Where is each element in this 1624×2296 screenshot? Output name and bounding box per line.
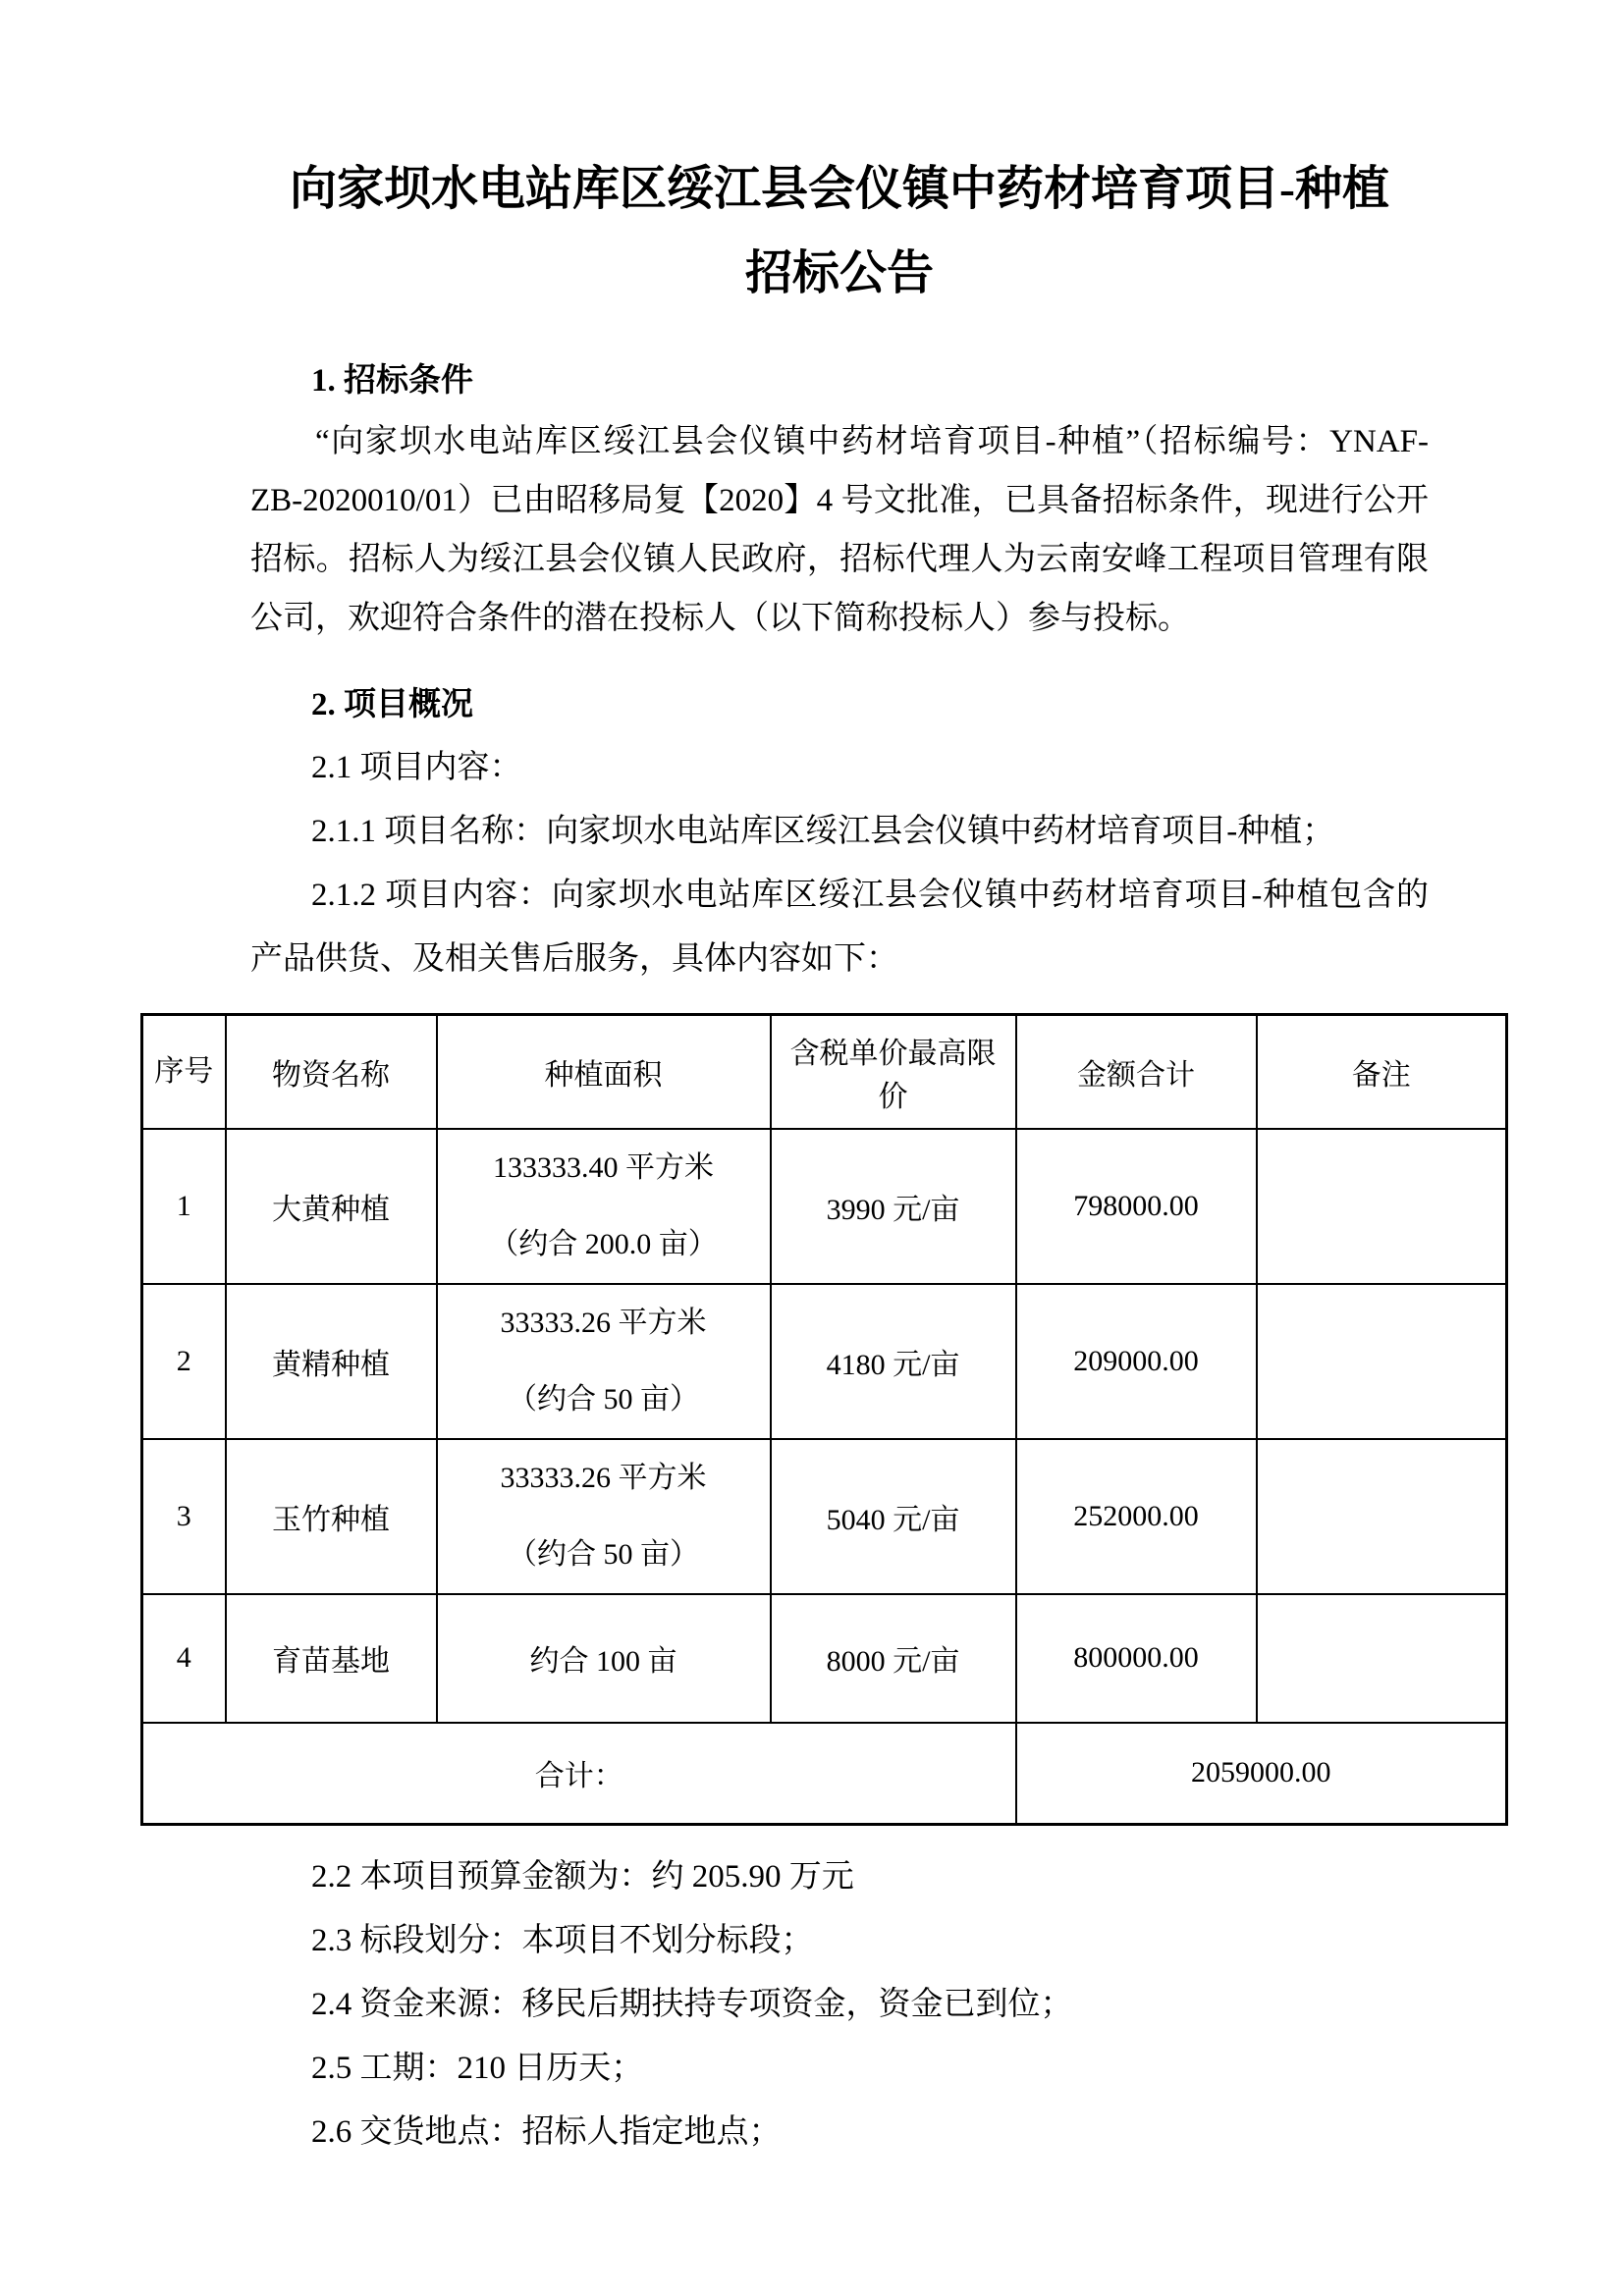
table-header-row <box>142 1015 1507 1129</box>
item-2-1-1: 2.1.1 项目名称：向家坝水电站库区绥江县会仪镇中药材培育项目-种植； <box>311 814 1335 849</box>
material-cell: 玉竹种植 <box>226 1439 437 1594</box>
header-cell-note: 备注 <box>1257 1015 1507 1129</box>
header-cell-max-unit-price: 含税单价最高限价 <box>771 1015 1016 1129</box>
note-cell <box>1257 1284 1507 1439</box>
title-line-1: 向家坝水电站库区绥江县会仪镇中药材培育项目-种植 <box>290 163 1389 215</box>
area-line-2: （约合 200.0 亩） <box>489 1227 718 1260</box>
table-total-row <box>142 1723 1507 1825</box>
seq-cell: 2 <box>142 1284 226 1439</box>
note-cell <box>1257 1439 1507 1594</box>
amount-cell: 209000.00 <box>1016 1284 1257 1439</box>
price-cell: 8000 元/亩 <box>771 1594 1016 1723</box>
area-line-1: 33333.26 平方米 <box>500 1461 707 1494</box>
item-2-6: 2.6 交货地点：招标人指定地点； <box>311 2114 782 2150</box>
title-line-2: 招标公告 <box>744 247 934 299</box>
material-cell: 育苗基地 <box>226 1594 437 1723</box>
seq-cell: 4 <box>142 1594 226 1723</box>
area-line-2: （约合 50 亩） <box>508 1537 699 1571</box>
price-cell: 3990 元/亩 <box>771 1129 1016 1284</box>
item-2-4: 2.4 资金来源：移民后期扶持专项资金，资金已到位； <box>311 1987 1073 2022</box>
seq-cell: 3 <box>142 1439 226 1594</box>
area-cell: 约合 100 亩 <box>437 1594 771 1723</box>
section-1-paragraph: “向家坝水电站库区绥江县会仪镇中药材培育项目-种植”（招标编号：YNAF-ZB-2020010/01）已由昭移局复【2020】4 号文批准，已具备招标条件，现进行公开招标。招标人为绥江县会仪镇人民政府，招标代理人为云南安峰工程项目管理有限公司，欢迎符合条件的潜在投标人（以下简称投标人）参与投标。 <box>250 424 1429 636</box>
note-cell <box>1257 1129 1507 1284</box>
section-2-heading: 2. 项目概况 <box>311 687 473 722</box>
area-cell <box>437 1129 771 1284</box>
item-2-1: 2.1 项目内容： <box>311 750 522 785</box>
area-line-1: 33333.26 平方米 <box>500 1306 707 1339</box>
table-row <box>142 1594 1507 1723</box>
price-cell: 4180 元/亩 <box>771 1284 1016 1439</box>
area-line-1: 133333.40 平方米 <box>493 1150 714 1184</box>
material-cell: 黄精种植 <box>226 1284 437 1439</box>
table-row <box>142 1439 1507 1594</box>
page-title <box>250 147 1429 316</box>
table-row <box>142 1284 1507 1439</box>
material-cell: 大黄种植 <box>226 1129 437 1284</box>
header-cell-material: 物资名称 <box>226 1015 437 1129</box>
table-row <box>142 1129 1507 1284</box>
item-2-3: 2.3 标段划分：本项目不划分标段； <box>311 1923 814 1958</box>
header-cell-seq: 序号 <box>142 1015 226 1129</box>
item-2-5: 2.5 工期：210 日历天； <box>311 2051 644 2086</box>
section-2-remaining-items <box>250 1845 1429 2164</box>
total-amount-cell: 2059000.00 <box>1016 1723 1507 1825</box>
item-2-2: 2.2 本项目预算金额为：约 205.90 万元 <box>311 1859 854 1895</box>
materials-table <box>140 1013 1508 1826</box>
seq-cell: 1 <box>142 1129 226 1284</box>
item-2-1-2: 2.1.2 项目内容：向家坝水电站库区绥江县会仪镇中药材培育项目-种植包含的产品供货、及相关售后服务，具体内容如下： <box>250 878 1429 977</box>
total-label-cell: 合计： <box>142 1723 1016 1825</box>
header-cell-total-amount: 金额合计 <box>1016 1015 1257 1129</box>
area-cell <box>437 1284 771 1439</box>
amount-cell: 800000.00 <box>1016 1594 1257 1723</box>
header-cell-area: 种植面积 <box>437 1015 771 1129</box>
amount-cell: 798000.00 <box>1016 1129 1257 1284</box>
area-cell <box>437 1439 771 1594</box>
section-1-heading: 1. 招标条件 <box>311 363 473 399</box>
amount-cell: 252000.00 <box>1016 1439 1257 1594</box>
note-cell <box>1257 1594 1507 1723</box>
area-line-2: （约合 50 亩） <box>508 1382 699 1415</box>
price-cell: 5040 元/亩 <box>771 1439 1016 1594</box>
